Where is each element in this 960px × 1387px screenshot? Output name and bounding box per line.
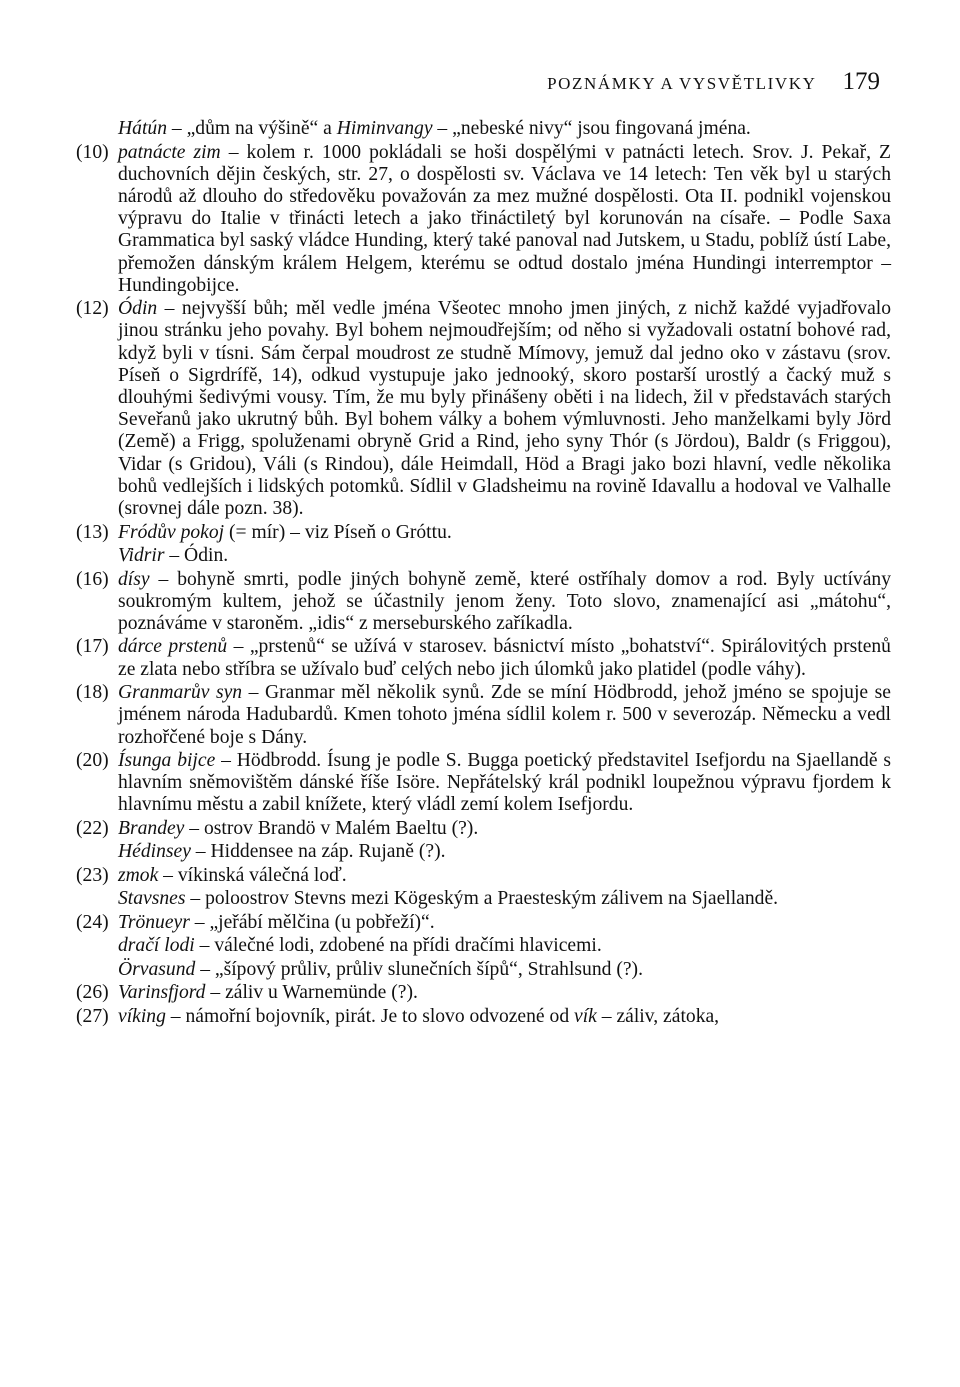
note-10 [76, 142, 891, 297]
note-lemma: Varinsfjord [118, 982, 206, 1004]
note-lemma: vík [574, 1005, 597, 1027]
note-lemma: Ódin [118, 298, 158, 320]
note-lemma: dísy [118, 568, 150, 590]
note-text: – Ódin. [164, 545, 229, 567]
note-text: – válečné lodi, zdobené na přídi dračími hlavicemi. [194, 935, 602, 957]
page-header [480, 68, 880, 98]
note-text: – bohyně smrti, podle jiných bohyně země, které ostříhaly domov a rod. Byly uctívány soukromým kultem, jehož se účastnily jenom ženy. Toto slovo, znamenající asi „mátohu“, poznáváme v staroněm. „idis“ z merseburského zaříkadla. [118, 568, 891, 634]
note-hedinsey [76, 841, 891, 863]
page-number: 179 [842, 68, 880, 95]
note-number: (20) [76, 750, 109, 772]
note-number: (12) [76, 298, 109, 320]
note-text: – Granmar měl několik synů. Zde se míní Hödbrodd, jehož jméno se spojuje se jménem národa Hadubardů. Kmen tohoto jména sídlil kolem r. 500 v severozáp. Německu a vedl rozhořčené boje s Dány. [118, 682, 891, 748]
note-number: (26) [76, 982, 109, 1004]
note-lemma: Brandey [118, 817, 185, 839]
note-16 [76, 569, 891, 636]
note-lemma: Vidrir [118, 545, 165, 567]
note-27 [76, 1006, 891, 1028]
note-text: – kolem r. 1000 pokládali se hoši dospělými v patnácti letech. Srov. J. Pekař, Z duchovních dějin českých, str. 27, o dospělosti sv. Václava ve 14 letech: Ten věk byl u starých národů až dlouho do středověku považován za mez mužné dospělosti. Ota II. podnikl vojenskou výpravu do Italie v třinácti letech a jako třináctiletý byl korunován na císaře. – Podle Saxa Grammatica byl saský vládce Hunding, který také panoval nad Jutskem, u Stadu, poblíž ústí Labe, přemožen dánským králem Helgem, kterému se odtud dostalo jména Hundingi interremptor – Hundingobijce. [118, 141, 891, 296]
note-12 [76, 298, 891, 520]
note-lemma: Himinvangy [336, 118, 433, 139]
note-orvasund [76, 959, 891, 981]
note-text: – víkinská válečná loď. [158, 864, 347, 886]
note-text: – „jeřábí mělčina (u pobřeží)“. [189, 911, 435, 933]
note-text: – záliv, zátoka, [596, 1005, 720, 1027]
note-lemma: Granmarův syn [118, 682, 243, 704]
note-lemma: zmok [118, 864, 159, 886]
note-lemma: Hátún [118, 118, 167, 139]
note-lemma: dračí lodi [118, 935, 195, 957]
note-text: – ostrov Brandö v Malém Baeltu (?). [184, 817, 479, 839]
note-vidrir [76, 545, 891, 567]
note-lemma: Örvasund [118, 958, 196, 980]
note-lemma: Fródův pokoj [118, 521, 225, 543]
note-20 [76, 750, 891, 817]
note-text: – Hiddensee na záp. Rujaně (?). [190, 841, 446, 863]
note-number: (24) [76, 911, 109, 933]
note-17 [76, 636, 891, 680]
note-text: (= mír) – viz Píseň o Gróttu. [224, 521, 452, 543]
note-draci-lodi [76, 935, 891, 957]
note-text: – námořní bojovník, pirát. Je to slovo odvozené od [165, 1005, 575, 1027]
note-number: (17) [76, 636, 109, 658]
note-stavsnes [76, 888, 891, 910]
note-26 [76, 982, 891, 1004]
note-hatun [76, 118, 891, 140]
note-text: – Hödbrodd. Ísung je podle S. Bugga poetický představitel Isefjordu na Sjaellandě s hlavním sněmovištěm dánské říše Isöre. Nepřátelský král podnikl loupežnou výpravu fjordem k hlavnímu městu a zabil knížete, který vládl zemí kolem Isefjordu. [118, 750, 891, 816]
note-text: – „dům na výšině“ a [166, 118, 337, 139]
note-number: (10) [76, 141, 109, 163]
note-text: – „šípový průliv, průliv slunečních šípů“, Strahlsund (?). [195, 958, 643, 980]
note-text: – „nebeské nivy“ jsou fingovaná jména. [432, 118, 751, 139]
note-text: – „prstenů“ se užívá v starosev. básnictví místo „bohatství“. Spirálovitých prstenů ze zlata nebo stříbra se užívalo buď celých nebo jich úlomků jako platidel (podle váhy). [118, 636, 891, 680]
note-text: – poloostrov Stevns mezi Kögeským a Praesteským zálivem na Sjaellandě. [185, 888, 779, 910]
note-23 [76, 865, 891, 887]
note-lemma: Stavsnes [118, 888, 186, 910]
note-lemma: Trönueyr [118, 911, 190, 933]
note-number: (23) [76, 864, 109, 886]
note-number: (16) [76, 568, 109, 590]
note-number: (18) [76, 682, 109, 704]
note-lemma: Ísunga bijce [118, 750, 216, 772]
note-lemma: Hédinsey [118, 841, 191, 863]
note-lemma: víking [118, 1005, 166, 1027]
note-24 [76, 912, 891, 934]
note-18 [76, 682, 891, 749]
note-lemma: patnácte zim [118, 141, 221, 163]
note-22 [76, 818, 891, 840]
note-text: – nejvyšší bůh; měl vedle jména Všeotec mnoho jmen jiných, z nichž každé vyjadřovalo jinou stránku jeho povahy. Byl bohem nejmoudřejším; od něho si vyžadovali ostatní bohové rad, když byli v tísni. Sám čerpal moudrost ze studně Mímovy, jemuž dal jedno oko v zástavu (srov. Píseň o Sigrdrífě, 14), odkud vystupuje jako jednooký, skoro postarší urostlý a čacký muž s dlouhými šedivými vousy. Tím, že mu byly přinášeny oběti i na lidech, žil v představách starých Seveřanů jako ukrutný bůh. Byl bohem války a bohem výmluvnosti. Jeho manželkami byly Jörd (Země) a Frigg, spoluženami obryně Grid a Rind, jeho syny Thór (s Jördou), Baldr (s Friggou), Vidar (s Gridou), Váli (s Rindou), dále Heimdall, Höd a Bragi jako bozi hlavní, vedle několika bohů vedlejších i lidských potomků. Sídlil v Gladsheimu na rovině Idavallu a hodoval ve Valhalle (srovnej dále pozn. 38). [118, 298, 891, 520]
note-number: (22) [76, 817, 109, 839]
note-number: (13) [76, 521, 109, 543]
note-number: (27) [76, 1005, 109, 1027]
notes-body [76, 118, 891, 1028]
note-lemma: dárce prstenů [118, 636, 228, 658]
note-text: – záliv u Warnemünde (?). [205, 982, 418, 1004]
note-13 [76, 522, 891, 544]
running-title: POZNÁMKY A VYSVĚTLIVKY [547, 74, 817, 93]
